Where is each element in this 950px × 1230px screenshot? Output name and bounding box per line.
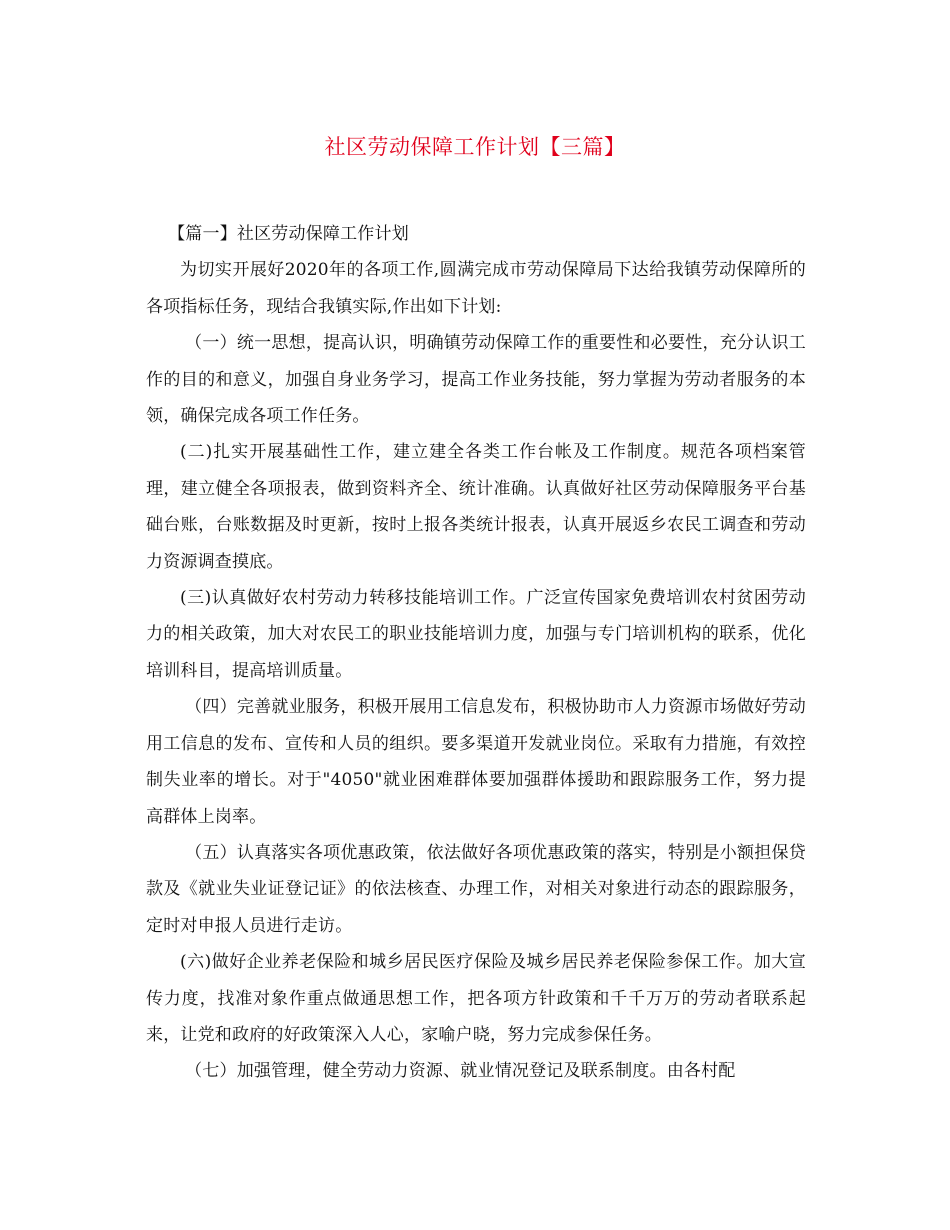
paragraph-item-4: （四）完善就业服务，积极开展用工信息发布，积极协助市人力资源市场做好劳动用工信息的发布、宣传和人员的组织。要多渠道开发就业岗位。采取有力措施，有效控制失业率的增长。对于"4050"就业困难群体要加强群体援助和跟踪服务工作，努力提高群体上岗率。 <box>146 697 806 827</box>
paragraph-item-7: （七）加强管理，健全劳动力资源、就业情况登记及联系制度。由各村配 <box>185 1061 736 1082</box>
paragraph-item-6: (六)做好企业养老保险和城乡居民医疗保险及城乡居民养老保险参保工作。加大宣传力度，找准对象作重点做通思想工作，把各项方针政策和千千万万的劳动者联系起来，让党和政府的好政策深入人心，家喻户晓，努力完成参保任务。 <box>146 952 806 1045</box>
document-body <box>146 216 806 1090</box>
document-title: 社区劳动保障工作计划【三篇】 <box>324 135 626 159</box>
section-heading: 【篇一】社区劳动保障工作计划 <box>168 224 409 244</box>
paragraph-item-3: (三)认真做好农村劳动力转移技能培训工作。广泛宣传国家免费培训农村贫困劳动力的相关政策，加大对农民工的职业技能培训力度，加强与专门培训机构的联系，优化培训科目，提高培训质量。 <box>146 588 806 681</box>
paragraph-intro: 为切实开展好2020年的各项工作,圆满完成市劳动保障局下达给我镇劳动保障所的各项指标任务，现结合我镇实际,作出如下计划: <box>146 260 806 317</box>
paragraph-item-2: (二)扎实开展基础性工作，建立建全各类工作台帐及工作制度。规范各项档案管理，建立健全各项报表，做到资料齐全、统计准确。认真做好社区劳动保障服务平台基础台账，台账数据及时更新，按时上报各类统计报表，认真开展返乡农民工调查和劳动力资源调查摸底。 <box>146 442 806 572</box>
paragraph-item-5: （五）认真落实各项优惠政策，依法做好各项优惠政策的落实，特别是小额担保贷款及《就业失业证登记证》的依法核查、办理工作，对相关对象进行动态的跟踪服务，定时对申报人员进行走访。 <box>146 842 806 936</box>
paragraph-item-1: （一）统一思想，提高认识，明确镇劳动保障工作的重要性和必要性，充分认识工作的目的和意义，加强自身业务学习，提高工作业务技能，努力掌握为劳动者服务的本领，确保完成各项工作任务。 <box>146 333 806 427</box>
